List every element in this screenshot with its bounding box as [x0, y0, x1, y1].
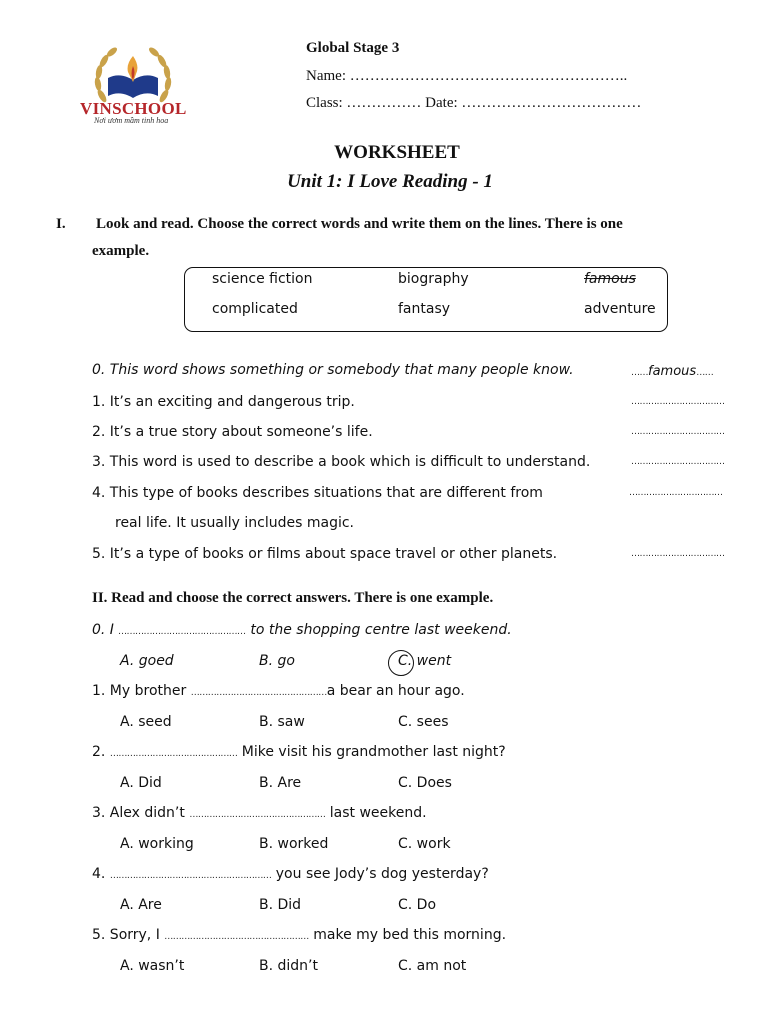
answer-0: famous	[648, 364, 697, 379]
answer-line-1[interactable]: ……………………………	[631, 397, 725, 407]
mc-question-3: 3. Alex didn’t ………………………………………… last weekend.	[92, 805, 427, 821]
question-2: 2. It’s a true story about someone’s life.	[92, 424, 373, 440]
option-c[interactable]: C. Does	[398, 775, 452, 791]
option-c-selected[interactable]: C. went	[398, 653, 452, 669]
option-b[interactable]: B. worked	[259, 836, 329, 852]
option-a[interactable]: A. seed	[120, 714, 172, 730]
mc-question-2: 2. ……………………………………… Mike visit his grandmother last night?	[92, 744, 506, 760]
answer-line-4[interactable]: ……………………………	[629, 488, 723, 498]
word-bank-item: complicated	[212, 301, 298, 317]
option-a[interactable]: A. wasn’t	[120, 958, 185, 974]
option-a[interactable]: A. Did	[120, 775, 162, 791]
option-c[interactable]: C. sees	[398, 714, 449, 730]
section1-instruction-line2: example.	[92, 243, 150, 259]
class-date-field[interactable]: Class: …………… Date: ………………………………	[306, 95, 642, 111]
mc-blank[interactable]: …………………………………………	[190, 688, 327, 698]
word-bank-item-used: famous	[584, 271, 636, 287]
logo-name: VINSCHOOL	[80, 99, 187, 118]
answer-line-5[interactable]: ……………………………	[631, 549, 725, 559]
name-field[interactable]: Name: ………………………………………………..	[306, 68, 628, 84]
mc-blank[interactable]: …………………………………………………	[109, 871, 272, 881]
answer-line-3[interactable]: ……………………………	[631, 457, 725, 467]
answer-line-0[interactable]: ……famous……	[631, 364, 714, 379]
mc-question-0: 0. I ……………………………………… to the shopping centre last weekend.	[92, 622, 512, 638]
section1-number: I.	[56, 216, 66, 232]
option-c[interactable]: C. Do	[398, 897, 437, 913]
word-bank-item: adventure	[584, 301, 656, 317]
option-a[interactable]: A. Are	[120, 897, 162, 913]
option-b[interactable]: B. didn’t	[259, 958, 318, 974]
option-c[interactable]: C. work	[398, 836, 451, 852]
option-c[interactable]: C. am not	[398, 958, 467, 974]
mc-blank[interactable]: …………………………………………	[189, 810, 326, 820]
question-3: 3. This word is used to describe a book which is difficult to understand.	[92, 454, 591, 470]
option-b[interactable]: B. go	[259, 653, 295, 669]
word-bank-item: fantasy	[398, 301, 451, 317]
word-bank-item: biography	[398, 271, 469, 287]
option-b[interactable]: B. saw	[259, 714, 305, 730]
question-5: 5. It’s a type of books or films about space travel or other planets.	[92, 546, 558, 562]
option-b[interactable]: B. Did	[259, 897, 302, 913]
page-title: WORKSHEET	[334, 142, 460, 163]
word-bank-item: science fiction	[212, 271, 313, 287]
selected-answer-circle-icon	[388, 650, 414, 676]
question-1: 1. It’s an exciting and dangerous trip.	[92, 394, 355, 410]
mc-blank[interactable]: ………………………………………	[118, 627, 246, 637]
question-0: 0. This word shows something or somebody that many people know.	[92, 362, 574, 378]
section2-instruction: II. Read and choose the correct answers. There is one example.	[92, 590, 494, 606]
mc-question-1: 1. My brother …………………………………………a bear an hour ago.	[92, 683, 465, 699]
question-4-continuation: real life. It usually includes magic.	[115, 515, 355, 531]
option-b[interactable]: B. Are	[259, 775, 302, 791]
mc-question-4: 4. ………………………………………………… you see Jody’s dog yesterday?	[92, 866, 489, 882]
option-a[interactable]: A. working	[120, 836, 194, 852]
logo-tagline: Nơi ươm mầm tinh hoa	[94, 116, 169, 125]
stage-label: Global Stage 3	[306, 40, 400, 56]
answer-line-2[interactable]: ……………………………	[631, 427, 725, 437]
laurel-left-icon	[94, 46, 119, 104]
laurel-right-icon	[147, 46, 172, 104]
word-box	[184, 267, 668, 332]
question-4: 4. This type of books describes situations that are different from	[92, 485, 543, 501]
mc-question-5: 5. Sorry, I …………………………………………… make my bed this morning.	[92, 927, 507, 943]
mc-blank[interactable]: ………………………………………	[109, 749, 238, 759]
option-a[interactable]: A. goed	[120, 653, 174, 669]
section1-instruction-line1: Look and read. Choose the correct words and write them on the lines. There is one	[96, 216, 623, 232]
mc-blank[interactable]: ……………………………………………	[164, 932, 309, 942]
page-subtitle: Unit 1: I Love Reading - 1	[287, 171, 493, 192]
